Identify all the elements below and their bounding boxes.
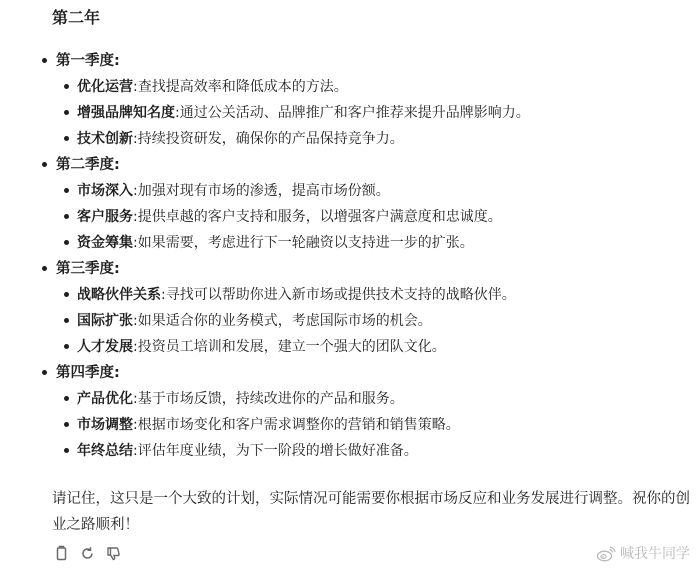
quarter-title: 第四季度: [56,360,700,386]
quarter-block [0,256,700,360]
copy-icon [54,545,68,561]
item-separator: : [133,183,138,199]
item-separator: : [133,79,138,95]
item-description: 持续投资研发，确保你的产品保持竞争力。 [137,131,404,147]
item-description: 通过公关活动、品牌推广和客户推荐来提升品牌影响力。 [179,105,530,121]
item-term: 市场深入 [77,183,133,199]
item-description: 投资员工培训和发展，建立一个强大的团队文化。 [137,339,446,355]
quarter-title: 第三季度: [56,256,700,282]
list-item [56,100,700,126]
message-actions [52,544,122,562]
list-item [56,308,700,334]
list-item [56,438,700,464]
item-description: 加强对现有市场的渗透，提高市场份额。 [137,183,390,199]
item-separator: : [133,235,138,251]
closing-paragraph: 请记住，这只是一个大致的计划，实际情况可能需要你根据市场反应和业务发展进行调整。祝你的创业之路顺利！ [52,491,690,533]
list-item [56,230,700,256]
item-separator: : [133,417,138,433]
copy-button[interactable] [52,544,70,562]
item-term: 产品优化 [77,391,133,407]
item-separator: : [133,131,138,147]
item-description: 基于市场反馈，持续改进你的产品和服务。 [137,391,404,407]
quarter-title: 第一季度: [56,48,700,74]
item-term: 客户服务 [77,209,133,225]
item-description: 根据市场变化和客户需求调整你的营销和销售策略。 [137,417,460,433]
quarter-title: 第二季度: [56,152,700,178]
watermark-text: 喊我牛同学 [620,546,690,562]
item-separator: : [133,313,138,329]
item-separator: : [175,105,180,121]
section-heading: 第二年 [52,8,101,27]
quarter-items [56,74,700,152]
item-term: 国际扩张 [77,313,133,329]
item-term: 增强品牌知名度 [77,105,175,121]
thumbs-down-icon [106,546,121,561]
quarter-items [56,282,700,360]
item-separator: : [161,287,166,303]
item-term: 人才发展 [77,339,133,355]
item-description: 如果适合你的业务模式，考虑国际市场的机会。 [137,313,432,329]
list-item [56,282,700,308]
dislike-button[interactable] [104,544,122,562]
watermark [596,544,690,564]
quarter-plan-list [0,48,700,464]
item-term: 优化运营 [77,79,133,95]
quarter-items [56,178,700,256]
item-term: 技术创新 [77,131,133,147]
item-separator: : [133,391,138,407]
list-item [56,386,700,412]
quarter-block [0,48,700,152]
item-term: 资金筹集 [77,235,133,251]
quarter-block [0,152,700,256]
list-item [56,74,700,100]
item-description: 评估年度业绩，为下一阶段的增长做好准备。 [137,443,418,459]
list-item [56,334,700,360]
item-description: 提供卓越的客户支持和服务，以增强客户满意度和忠诚度。 [137,209,502,225]
item-description: 查找提高效率和降低成本的方法。 [137,79,348,95]
list-item [56,204,700,230]
item-term: 市场调整 [77,417,133,433]
list-item [56,178,700,204]
item-description: 寻找可以帮助你进入新市场或提供技术支持的战略伙伴。 [165,287,516,303]
item-separator: : [133,339,138,355]
weibo-logo-icon [596,546,616,562]
quarter-block [0,360,700,464]
quarter-items [56,386,700,464]
refresh-icon [80,546,95,561]
item-term: 战略伙伴关系 [77,287,161,303]
item-description: 如果需要，考虑进行下一轮融资以支持进一步的扩张。 [137,235,474,251]
regenerate-button[interactable] [78,544,96,562]
item-term: 年终总结 [77,443,133,459]
list-item [56,126,700,152]
list-item [56,412,700,438]
item-separator: : [133,443,138,459]
item-separator: : [133,209,138,225]
